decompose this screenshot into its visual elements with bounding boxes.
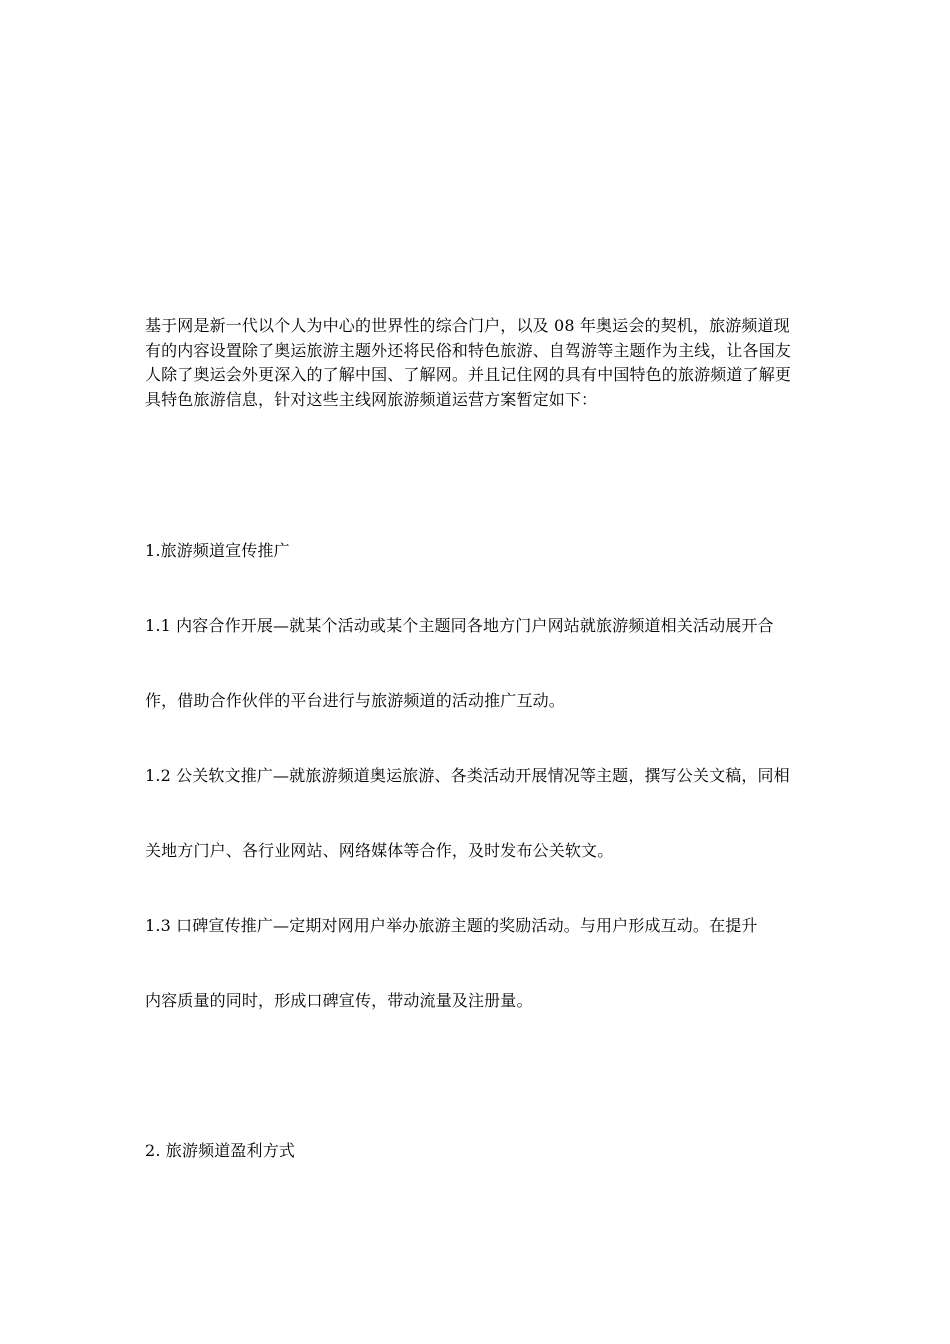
item-1-1-line-2: 作，借助合作伙伴的平台进行与旅游频道的活动推广互动。 bbox=[145, 691, 565, 710]
item-1-2-line-1: 1.2 公关软文推广—就旅游频道奥运旅游、各类活动开展情况等主题，撰写公关文稿，同相 bbox=[145, 766, 790, 785]
intro-line-1: 基于网是新一代以个人为中心的世界性的综合门户，以及 08 年奥运会的契机，旅游频道现 bbox=[145, 316, 790, 335]
intro-paragraph bbox=[145, 314, 810, 412]
section-2-heading: 2. 旅游频道盈利方式 bbox=[145, 1141, 296, 1160]
item-1-3-line-2: 内容质量的同时，形成口碑宣传，带动流量及注册量。 bbox=[145, 991, 533, 1010]
section-1-heading: 1.旅游频道宣传推广 bbox=[145, 541, 290, 560]
item-1-1-line-1: 1.1 内容合作开展—就某个活动或某个主题同各地方门户网站就旅游频道相关活动展开合 bbox=[145, 616, 774, 635]
item-1-2-line-2: 关地方门户、各行业网站、网络媒体等合作，及时发布公关软文。 bbox=[145, 841, 614, 860]
item-1-3-line-1: 1.3 口碑宣传推广—定期对网用户举办旅游主题的奖励活动。与用户形成互动。在提升 bbox=[145, 916, 758, 935]
intro-line-4: 具特色旅游信息，针对这些主线网旅游频道运营方案暂定如下： bbox=[145, 389, 598, 409]
intro-line-3: 人除了奥运会外更深入的了解中国、了解网。并且记住网的具有中国特色的旅游频道了解更 bbox=[145, 365, 792, 384]
intro-line-2: 有的内容设置除了奥运旅游主题外还将民俗和特色旅游、自驾游等主题作为主线，让各国友 bbox=[145, 340, 792, 360]
